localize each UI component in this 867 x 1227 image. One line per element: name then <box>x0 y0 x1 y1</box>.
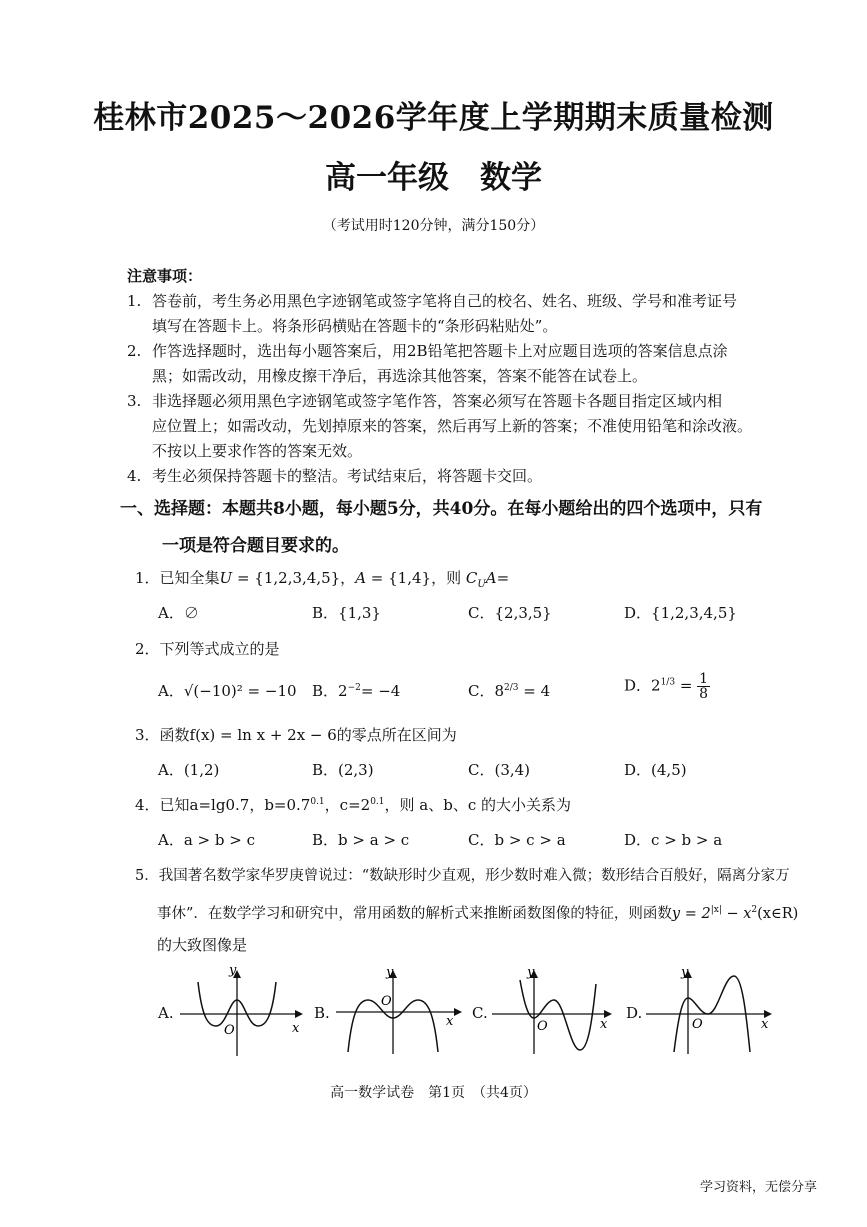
question-5-stem-line2: 事休”．在数学学习和研究中，常用函数的解析式来推断函数图像的特征，则函数$y = 2^{|x|}$ − $x^2(x\in R)$ <box>157 905 799 922</box>
question-2-stem: 2．下列等式成立的是 <box>135 640 280 658</box>
note-line: 不按以上要求作答的答案无效。 <box>152 442 363 460</box>
question-3-option-c: C．(3,4) <box>468 761 531 779</box>
note-line: 非选择题必须用黑色字迹钢笔或签字笔作答，答案必须写在答题卡各题目指定区域内相 <box>152 392 723 410</box>
question-5-stem-line1: 5．我国著名数学家华罗庚曾说过：“数缺形时少直观，形少数时难入微；数形结合百般好，隔离分家万 <box>135 868 790 884</box>
note-number: 2. <box>127 342 142 360</box>
y-axis-label: y <box>527 965 535 980</box>
question-2-option-c: C．$8^{2/3} = 4$ <box>468 682 551 700</box>
question-2-option-d: D．$2^{1/3}$ = $\frac{1}{8}$ <box>624 671 709 702</box>
question-2-option-b: B．$2^{-2}= -4$ <box>312 682 401 700</box>
question-3-option-d: D．(4,5) <box>624 761 687 779</box>
question-1-stem: 1．已知全集U = {1,2,3,4,5}，A = {1,4}，则 $C_UA=$ <box>135 569 510 590</box>
question-4-option-b: B．b > a > c <box>312 831 410 849</box>
notes-heading: 注意事项： <box>127 267 203 285</box>
note-number: 3. <box>127 392 142 410</box>
question-2-option-a: A．√(−10)² = −10 <box>158 682 297 700</box>
question-5-option-c-label: C. <box>472 1004 488 1022</box>
exam-duration: （考试用时120分钟，满分150分） <box>322 218 545 234</box>
note-line: 填写在答题卡上。将条形码横贴在答题卡的“条形码粘贴处”。 <box>152 317 558 335</box>
x-axis-label: x <box>446 1014 454 1029</box>
question-1-option-c: C．{2,3,5} <box>468 604 552 622</box>
note-line: 黑；如需改动，用橡皮擦干净后，再选涂其他答案，答案不能答在试卷上。 <box>152 367 648 385</box>
question-4-stem: 4．已知a=lg0.7，$b=0.7^{0.1}$，$c=2^{0.1}$，则 a、b、c 的大小关系为 <box>135 796 571 814</box>
note-number: 1. <box>127 292 142 310</box>
question-5-graph-b <box>336 962 466 1057</box>
watermark: 学习资料，无偿分享 <box>699 1180 817 1195</box>
origin-label: O <box>692 1017 703 1032</box>
x-axis-label: x <box>761 1017 769 1032</box>
x-axis-label: x <box>292 1021 300 1036</box>
question-1-option-b: B．{1,3} <box>312 604 381 622</box>
question-5-option-b-label: B. <box>314 1004 330 1022</box>
section-heading: 一、选择题：本题共8小题，每小题5分，共40分。在每小题给出的四个选项中，只有 <box>120 499 763 519</box>
note-line: 应位置上；如需改动，先划掉原来的答案，然后再写上新的答案；不准使用铅笔和涂改液。 <box>152 417 753 435</box>
question-5-graph-d <box>646 962 776 1057</box>
section-heading-cont: 一项是符合题目要求的。 <box>162 536 349 556</box>
question-5-graph-c <box>492 962 617 1057</box>
question-4-option-c: C．b > c > a <box>468 831 566 849</box>
note-line: 答卷前，考生务必用黑色字迹钢笔或签字笔将自己的校名、姓名、班级、学号和准考证号 <box>152 292 738 310</box>
exam-title: 桂林市2025～2026学年度上学期期末质量检测 <box>93 100 774 136</box>
note-line: 考生必须保持答题卡的整洁。考试结束后，将答题卡交回。 <box>152 467 543 485</box>
page-footer: 高一数学试卷 第1页 （共4页） <box>330 1085 537 1101</box>
y-axis-label: y <box>681 965 689 980</box>
origin-label: O <box>224 1023 235 1038</box>
origin-label: O <box>381 994 392 1009</box>
question-3-option-a: A．(1,2) <box>158 761 220 779</box>
question-1-option-d: D．{1,2,3,4,5} <box>624 604 737 622</box>
question-4-option-a: A．a > b > c <box>158 831 255 849</box>
exam-subtitle: 高一年级 数学 <box>325 160 542 196</box>
question-4-option-d: D．c > b > a <box>624 831 723 849</box>
question-5-option-a-label: A. <box>158 1004 174 1022</box>
note-number: 4. <box>127 467 142 485</box>
question-5-stem-line3: 的大致图像是 <box>157 936 248 954</box>
question-1-option-a: A．∅ <box>158 604 199 622</box>
question-5-graph-a <box>180 962 305 1057</box>
y-axis-label: y <box>386 965 394 980</box>
question-3-option-b: B．(2,3) <box>312 761 374 779</box>
question-5-option-d-label: D. <box>626 1004 643 1022</box>
note-line: 作答选择题时，选出每小题答案后，用2B铅笔把答题卡上对应题目选项的答案信息点涂 <box>152 342 728 360</box>
origin-label: O <box>537 1019 548 1034</box>
question-3-stem: 3．函数f(x) = ln x + 2x − 6的零点所在区间为 <box>135 726 457 744</box>
y-axis-label: y <box>229 963 237 978</box>
x-axis-label: x <box>600 1017 608 1032</box>
